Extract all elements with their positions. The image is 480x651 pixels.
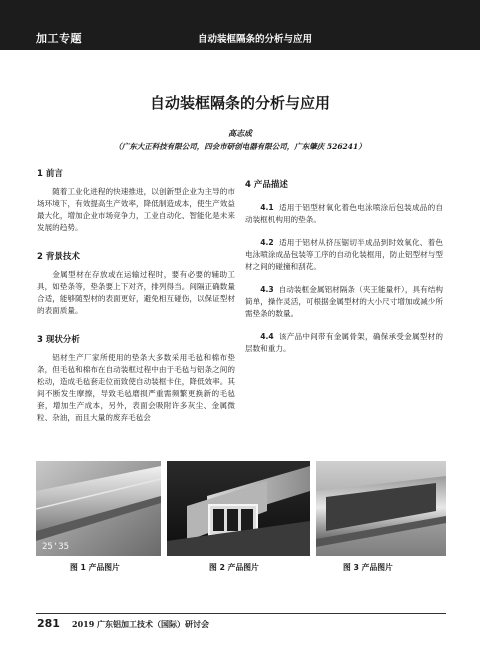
figure-row — [36, 461, 446, 556]
header-section-label: 加工专题 — [36, 32, 82, 45]
list-item — [245, 284, 443, 320]
left-column — [37, 168, 235, 424]
affiliation: （广东大正科技有限公司，四会市研创电器有限公司，广东肇庆 526241） — [114, 142, 366, 151]
footer-divider — [36, 613, 446, 614]
photo-timestamp: 25'35 — [42, 542, 70, 552]
list-item — [245, 237, 443, 273]
page-number: 281 — [37, 617, 60, 630]
article-title: 自动装框隔条的分析与应用 — [149, 94, 330, 112]
figure-caption: 图 1 产品图片 — [70, 563, 120, 572]
item-text: 该产品中间带有金属骨架，确保承受金属型材的层数和重力。 — [245, 332, 444, 353]
item-number: 4.4 — [260, 332, 274, 341]
paragraph: 铝材生产厂家所使用的垫条大多数采用毛毡和棉布垫条，但毛毡和棉布在自动装框过程中由于毛毡与铝条之间的松动，造成毛毡套走位而致使自动装框卡住，降低效率。其间不断发生摩擦，导致毛毡磨损严重需频繁更换新的毛毡套，增加生产成本，另外，表面会吸附许多灰尘、金属微粒、杂油，而且大量的废弃毛毡会 — [37, 353, 235, 422]
section-heading: 2 背景技术 — [37, 252, 80, 262]
header-running-title: 自动装框隔条的分析与应用 — [198, 34, 313, 45]
list-item — [245, 331, 443, 355]
figure-caption: 图 3 产品图片 — [343, 563, 393, 572]
figure-caption: 图 2 产品图片 — [209, 563, 259, 572]
item-number: 4.1 — [260, 203, 274, 212]
section-heading: 4 产品描述 — [245, 180, 288, 190]
journal-name: 2019 广东铝加工技术（国际）研讨会 — [72, 619, 210, 629]
section-heading: 1 前言 — [37, 169, 63, 179]
item-number: 4.2 — [260, 238, 274, 247]
item-text: 适用于铝材从挤压锯切半成品到时效氧化、着色电泳喷涂成品包装等工序的自动化装框用，防止铝型材与型材之间的碰撞和刮花。 — [245, 238, 444, 271]
item-number: 4.3 — [260, 285, 274, 294]
right-column — [245, 168, 443, 355]
item-text: 适用于铝型材氧化着色电泳喷涂后包装成品的自动装框机构用的垫条。 — [245, 203, 444, 224]
list-item — [245, 202, 443, 226]
figure-3-photo — [316, 461, 446, 556]
paragraph: 随着工业化进程的快速推进，以创新型企业为主导的市场环境下，有效提高生产效率，降低制造成本，使生产效益最大化，增加企业市场竞争力，工业自动化、智能化是未来发展的趋势。 — [37, 187, 235, 232]
figure-1-photo — [36, 461, 161, 556]
author: 高志成 — [228, 128, 252, 138]
paragraph: 金属型材在存放或在运输过程时，要有必要的辅助工具，如垫条等，垫条要上下对齐，排列得当。间隔正确数量合适，能够随型材的表面更好，避免相互碰伤，以保证型材的表面质量。 — [37, 270, 235, 315]
section-heading: 3 现状分析 — [37, 335, 80, 345]
item-text: 自动装框金属铝材隔条（夹王能量杆），具有结构简单，操作灵活，可根据金属型材的大小尺寸增加或减少所需垫条的数量。 — [245, 285, 444, 318]
page-header — [0, 0, 480, 50]
figure-2-photo — [167, 461, 310, 556]
